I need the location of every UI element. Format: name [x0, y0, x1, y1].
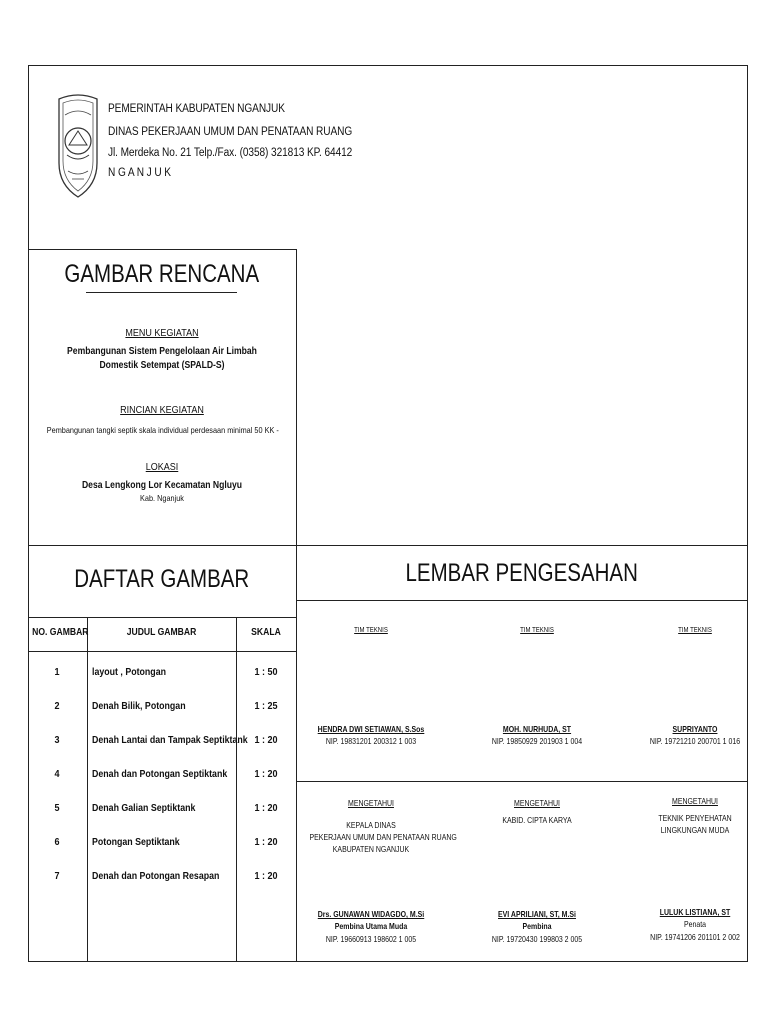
mengetahui-rank: Pembina	[522, 921, 552, 931]
rincian-block	[28, 405, 296, 435]
teknis-name: MOH. NURHUDA, ST	[502, 724, 572, 734]
mengetahui-label: MENGETAHUI	[514, 798, 560, 808]
mengetahui-pos1: KEPALA DINAS	[346, 820, 396, 830]
divider-pengesahan-mid	[296, 781, 748, 782]
header-line-address: Jl. Merdeka No. 21 Telp./Fax. (0358) 321813 KP. 64412	[108, 147, 353, 159]
rencana-title-underline	[86, 292, 237, 293]
menu-kegiatan-label: MENU KEGIATAN	[125, 328, 199, 339]
table-row-no: 6	[54, 836, 60, 848]
header-line-government: PEMERINTAH KABUPATEN NGANJUK	[108, 103, 285, 115]
table-row-judul: Denah Lantai dan Tampak Septiktank	[92, 734, 248, 746]
divider-daftar-title	[28, 617, 296, 618]
mengetahui-sign-2	[462, 909, 612, 944]
daftar-title-wrap	[28, 565, 296, 594]
lokasi-label: LOKASI	[145, 462, 179, 473]
rincian-text: Pembangunan tangki septik skala individual perdesaan minimal 50 KK -	[46, 425, 279, 435]
mengetahui-nip: NIP. 19720430 199803 2 005	[491, 934, 583, 944]
mengetahui-pos2: PEKERJAAN UMUM DAN PENATAAN RUANG	[309, 832, 457, 842]
table-row-skala: 1 : 20	[254, 836, 278, 848]
table-row-judul: Denah Galian Septiktank	[92, 802, 196, 814]
teknis-label: TIM TEKNIS	[520, 627, 554, 634]
teknis-sign-2	[462, 724, 612, 746]
col-header-skala: SKALA	[251, 627, 281, 638]
rencana-title-wrap	[28, 260, 296, 289]
divider-daftar-header	[28, 651, 296, 652]
mengetahui-col-3	[620, 796, 768, 835]
mengetahui-name: LULUK LISTIANA, ST	[659, 907, 731, 917]
mengetahui-pos3: KABUPATEN NGANJUK	[332, 844, 410, 854]
rencana-title: GAMBAR RENCANA	[64, 260, 260, 288]
mengetahui-pos2: LINGKUNGAN MUDA	[660, 825, 730, 835]
divider-header	[28, 249, 296, 250]
teknis-name: HENDRA DWI SETIAWAN, S.Sos	[317, 724, 425, 734]
table-row-no: 2	[54, 700, 60, 712]
header-line-agency: DINAS PEKERJAAN UMUM DAN PENATAAN RUANG	[108, 126, 353, 138]
col-header-no: NO. GAMBAR	[32, 627, 89, 638]
table-row-skala: 1 : 25	[254, 700, 278, 712]
table-row-judul: layout , Potongan	[92, 666, 166, 678]
mengetahui-name: Drs. GUNAWAN WIDAGDO, M.Si	[317, 909, 425, 919]
mengetahui-sign-1	[296, 909, 446, 944]
divider-vertical	[296, 249, 297, 962]
table-row-no: 4	[54, 768, 60, 780]
mengetahui-col-2	[462, 798, 612, 825]
table-row-skala: 1 : 50	[254, 666, 278, 678]
table-row-no: 7	[54, 870, 60, 882]
mengetahui-pos1: TEKNIK PENYEHATAN	[658, 813, 732, 823]
mengetahui-nip: NIP. 19741206 201101 2 002	[650, 932, 740, 942]
col-header-judul: JUDUL GAMBAR	[126, 627, 197, 638]
teknis-nip: NIP. 19721210 200701 1 016	[649, 736, 741, 746]
teknis-nip: NIP. 19831201 200312 1 003	[325, 736, 417, 746]
regency-logo	[55, 93, 101, 201]
menu-kegiatan-line2: Domestik Setempat (SPALD-S)	[99, 360, 225, 371]
mengetahui-rank: Pembina Utama Muda	[334, 921, 408, 931]
lokasi-line2: Kab. Nganjuk	[140, 493, 184, 503]
nganjuk-regency-emblem-icon	[55, 93, 101, 201]
pengesahan-title-wrap	[296, 559, 748, 588]
teknis-sign-1	[296, 724, 446, 746]
table-row-judul: Denah Bilik, Potongan	[92, 700, 186, 712]
mengetahui-rank: Penata	[683, 919, 707, 929]
teknis-label: TIM TEKNIS	[678, 627, 712, 634]
teknis-sign-3	[620, 724, 768, 746]
rincian-label: RINCIAN KEGIATAN	[120, 405, 204, 416]
lokasi-block	[28, 462, 296, 503]
teknis-col-2	[462, 627, 612, 634]
table-row-judul: Denah dan Potongan Septiktank	[92, 768, 228, 780]
divider-col-judul	[236, 617, 237, 962]
daftar-title: DAFTAR GAMBAR	[74, 565, 250, 593]
table-row-skala: 1 : 20	[254, 768, 278, 780]
mengetahui-nip: NIP. 19660913 198602 1 005	[325, 934, 417, 944]
teknis-name: SUPRIYANTO	[672, 724, 718, 734]
pengesahan-title: LEMBAR PENGESAHAN	[405, 559, 639, 587]
teknis-col-1	[296, 627, 446, 634]
mengetahui-label: MENGETAHUI	[672, 796, 718, 806]
divider-pengesahan-title	[296, 600, 748, 601]
mengetahui-pos1: KABID. CIPTA KARYA	[502, 815, 572, 825]
lokasi-line1: Desa Lengkong Lor Kecamatan Ngluyu	[81, 480, 243, 491]
mengetahui-sign-3	[620, 907, 768, 942]
table-row-no: 1	[54, 666, 60, 678]
divider-col-no	[87, 617, 88, 962]
table-row-skala: 1 : 20	[254, 870, 278, 882]
menu-kegiatan-line1: Pembangunan Sistem Pengelolaan Air Limbah	[67, 346, 257, 357]
table-row-judul: Potongan Septiktank	[92, 836, 180, 848]
table-row-judul: Denah dan Potongan Resapan	[92, 870, 220, 882]
mengetahui-name: EVI APRILIANI, ST, M.Si	[498, 909, 576, 919]
table-row-no: 3	[54, 734, 60, 746]
teknis-col-3	[620, 627, 768, 634]
teknis-nip: NIP. 19850929 201903 1 004	[491, 736, 583, 746]
table-row-skala: 1 : 20	[254, 802, 278, 814]
header-line-city: N G A N J U K	[108, 167, 171, 179]
mengetahui-label: MENGETAHUI	[348, 798, 394, 808]
table-row-no: 5	[54, 802, 60, 814]
teknis-label: TIM TEKNIS	[354, 627, 388, 634]
table-row-skala: 1 : 20	[254, 734, 278, 746]
menu-kegiatan-block	[28, 328, 296, 371]
mengetahui-col-1	[296, 798, 457, 854]
divider-middle	[28, 545, 748, 546]
